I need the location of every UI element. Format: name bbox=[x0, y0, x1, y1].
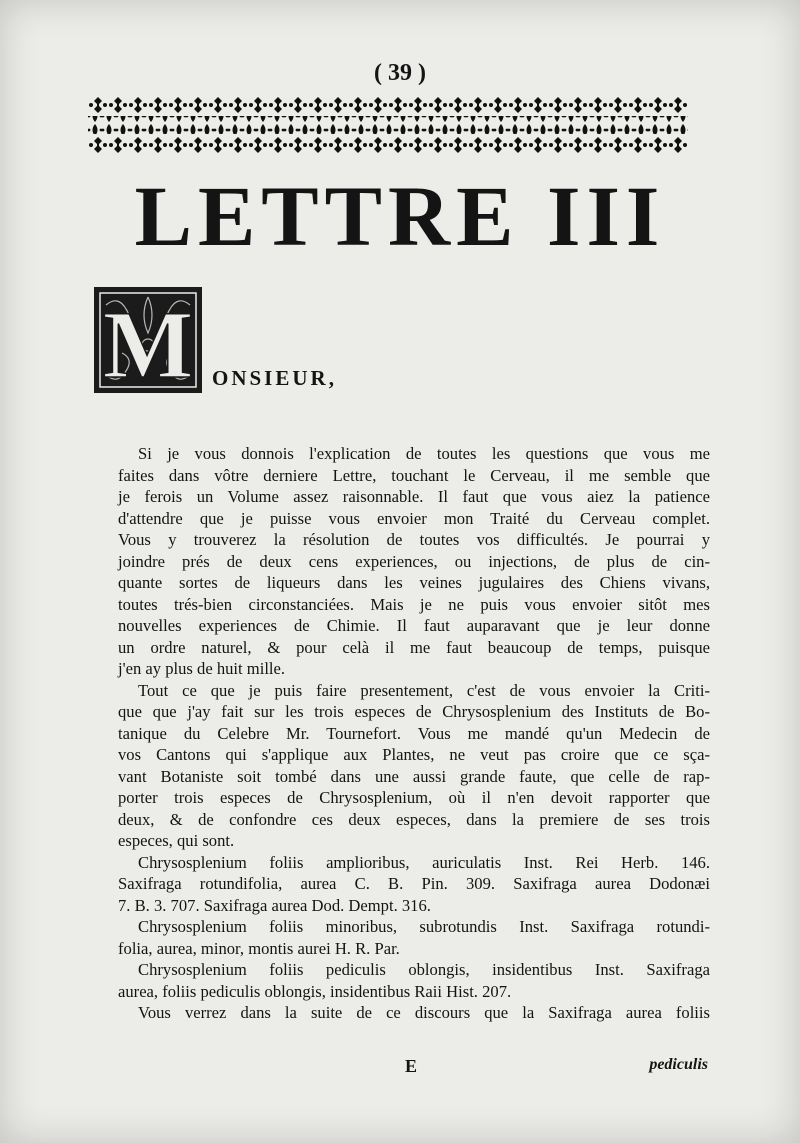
text-line: joindre prés de deux cens experiences, ou injections, de plus de cin- bbox=[118, 551, 710, 571]
paragraph-1 bbox=[118, 443, 710, 680]
initial-letter: M bbox=[102, 291, 194, 395]
text-line: Vous y trouverez la résolution de toutes vos difficultés. Je pourrai y bbox=[118, 530, 710, 549]
text-line: d'attendre que je puisse vous envoier mon Traité du Cerveau complet. bbox=[118, 508, 710, 528]
text-line: Vous verrez dans la suite de ce discours que la Saxifraga aurea foliis bbox=[138, 1003, 710, 1022]
text-line: je ferois un Volume assez raisonnable. Il faut que vous aiez la patience bbox=[118, 487, 710, 506]
text-line: porter trois especes de Chrysosplenium, où il n'en devoit rapporter que bbox=[118, 788, 710, 807]
letter-title: LETTRE III bbox=[134, 168, 666, 264]
text-line: quante sortes de liqueurs dans les veines jugulaires des Chiens vivans, bbox=[118, 573, 710, 592]
text-line: un ordre naturel, & pour celà il me faut beaucoup de temps, puisque bbox=[118, 637, 710, 657]
text-line: especes, qui sont. bbox=[118, 831, 235, 850]
signature-mark: E bbox=[405, 1056, 418, 1076]
salutation: ONSIEUR, bbox=[212, 366, 337, 390]
text-line: j'en ay plus de huit mille. bbox=[118, 659, 286, 678]
text-line: Si je vous donnois l'explication de toutes les questions que vous me bbox=[138, 444, 710, 463]
page-number: ( 39 ) bbox=[374, 60, 426, 86]
text-line: faites dans vôtre derniere Lettre, touchant le Cerveau, il me semble que bbox=[118, 465, 710, 485]
text-line: Tout ce que je puis faire presentement, c'est de vous envoier la Criti- bbox=[138, 680, 710, 700]
text-line: Chrysosplenium foliis amplioribus, auriculatis Inst. Rei Herb. 146. bbox=[138, 852, 710, 872]
letter-body bbox=[118, 443, 710, 1024]
species-entry-3 bbox=[118, 959, 710, 1002]
text-line: Chrysosplenium foliis minoribus, subrotundis Inst. Saxifraga rotundi- bbox=[138, 917, 710, 936]
text-line: folia, aurea, minor, montis aurei H. R. Par. bbox=[118, 938, 400, 958]
text-line: vant Botaniste soit tombé dans une aussi grande faute, que celle de rap- bbox=[118, 766, 710, 786]
catchword: pediculis bbox=[649, 1056, 708, 1073]
paragraph-2 bbox=[118, 680, 710, 852]
text-line: vos Cantons qui s'applique aux Plantes, ne veut pas croire que ce sça- bbox=[118, 745, 710, 764]
decorated-initial-m bbox=[92, 285, 204, 395]
text-line: deux, & de confondre ces deux especes, dans la premiere de ses trois bbox=[118, 809, 710, 829]
text-line: 7. B. 3. 707. Saxifraga aurea Dod. Dempt. 316. bbox=[118, 895, 431, 915]
species-entry-1 bbox=[118, 852, 710, 917]
decorative-headpiece bbox=[88, 95, 688, 157]
text-line: tanique du Celebre Mr. Tournefort. Vous me mandé qu'un Medecin de bbox=[118, 723, 710, 743]
text-line: Chrysosplenium foliis pediculis oblongis, insidentibus Inst. Saxifraga bbox=[138, 960, 710, 979]
text-line: toutes trés-bien circonstanciées. Mais je ne puis vous envoier sitôt mes bbox=[118, 594, 710, 614]
text-line: Saxifraga rotundifolia, aurea C. B. Pin. 309. Saxifraga aurea Dodonæi bbox=[118, 874, 710, 893]
text-line: que que j'ay fait sur les trois especes de Chrysosplenium des Instituts de Bo- bbox=[118, 702, 710, 721]
text-line: aurea, foliis pediculis oblongis, insidentibus Raii Hist. 207. bbox=[118, 981, 512, 1001]
text-line: nouvelles experiences de Chimie. Il faut auparavant que je leur donne bbox=[118, 616, 710, 635]
species-entry-2 bbox=[118, 916, 710, 959]
paragraph-closing bbox=[118, 1002, 710, 1024]
